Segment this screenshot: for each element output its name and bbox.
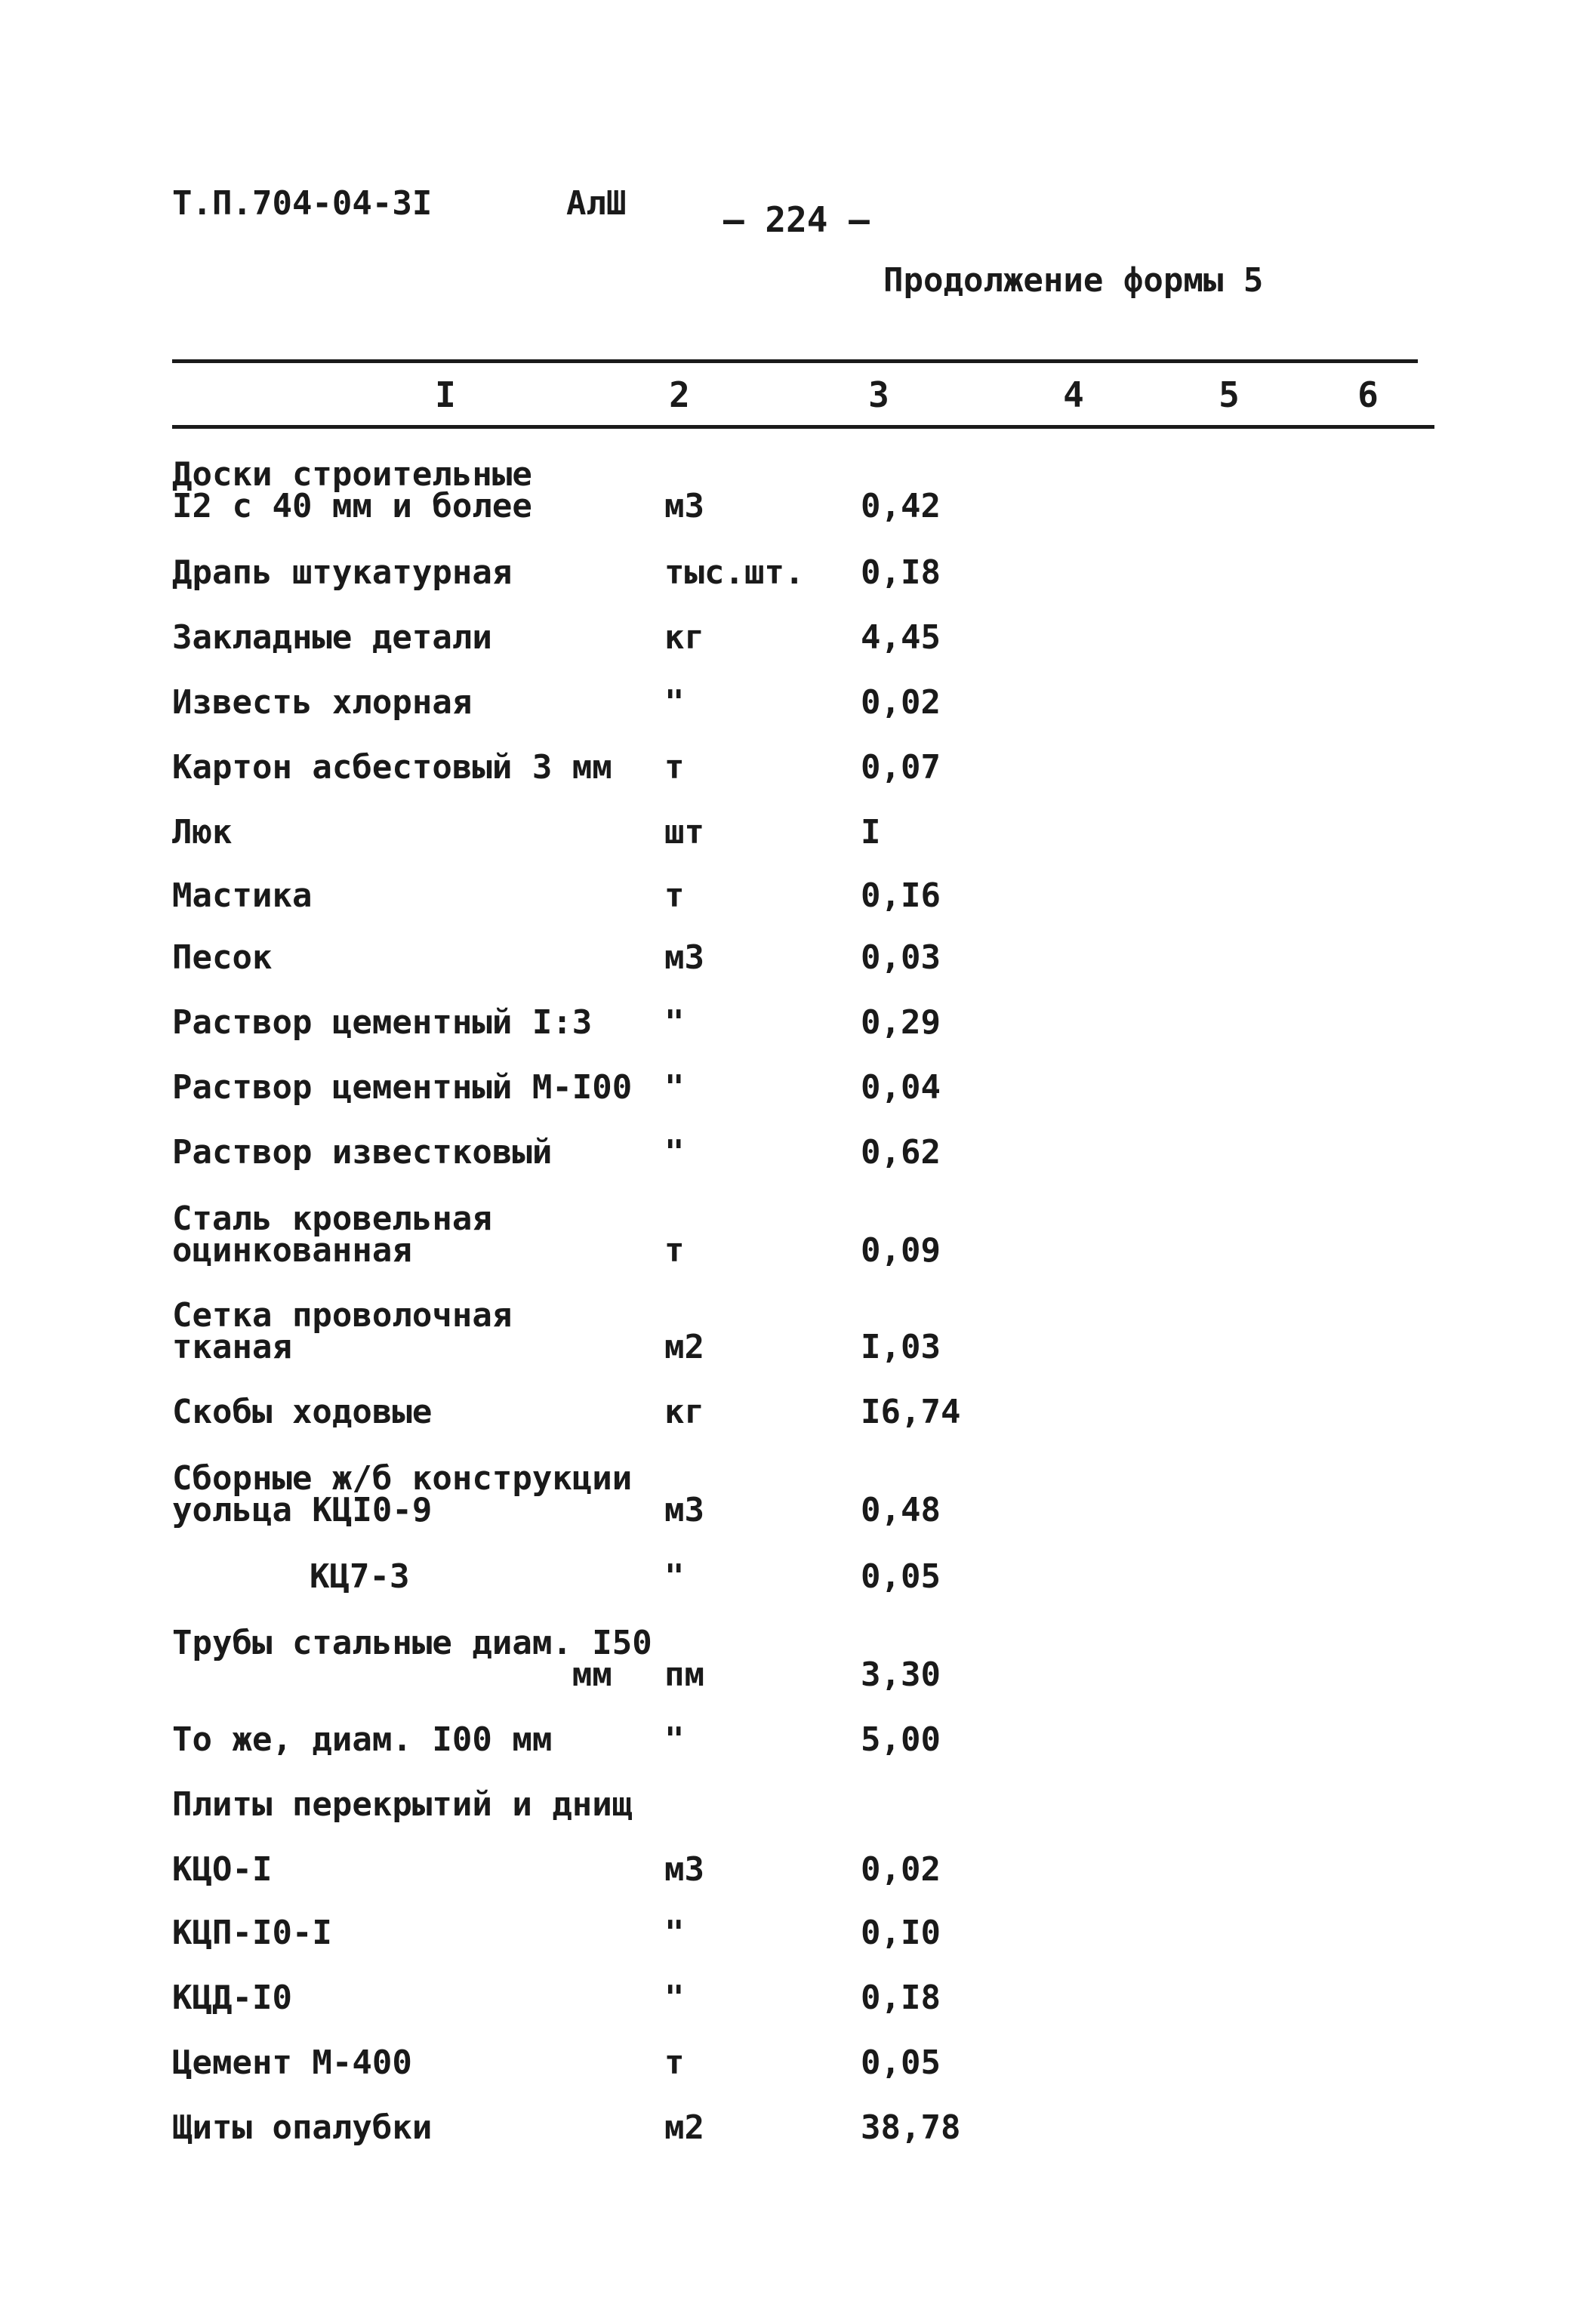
material-quantity: 4,45	[861, 618, 941, 657]
material-name: Цемент М-400	[172, 2043, 412, 2082]
album-label: АлШ	[566, 184, 627, 223]
material-unit: кг	[664, 1393, 704, 1431]
form-continuation-label: Продолжение формы 5	[883, 261, 1264, 300]
material-unit: т	[664, 2043, 685, 2082]
material-quantity: 0,02	[861, 683, 941, 722]
material-name: Мастика	[172, 876, 313, 915]
material-name: То же, диам. I00 мм	[172, 1720, 553, 1759]
material-quantity: 0,42	[861, 487, 941, 525]
material-unit: т	[664, 748, 685, 787]
material-unit: м3	[664, 487, 704, 525]
material-quantity: 3,30	[861, 1655, 941, 1694]
material-quantity: 0,03	[861, 938, 941, 977]
material-name: КЦ7-3	[310, 1557, 410, 1596]
material-quantity: 0,29	[861, 1003, 941, 1042]
material-unit: "	[664, 1914, 685, 1952]
column-header-4: 4	[1063, 374, 1084, 415]
material-quantity: 0,07	[861, 748, 941, 787]
material-quantity: 0,05	[861, 2043, 941, 2082]
column-header-1: I	[435, 374, 456, 415]
material-name: Сборные ж/б конструкции уольца КЦI0-9	[172, 1459, 633, 1529]
material-name: Сталь кровельная оцинкованная	[172, 1200, 492, 1270]
material-unit: м2	[664, 1328, 704, 1366]
material-quantity: 0,I8	[861, 553, 941, 592]
material-unit: "	[664, 1003, 685, 1042]
material-name: Плиты перекрытий и днищ	[172, 1785, 633, 1824]
page-number: — 224 —	[723, 199, 870, 240]
material-name: Раствор известковый	[172, 1133, 553, 1172]
material-quantity: 0,I6	[861, 876, 941, 915]
material-unit: пм	[664, 1655, 704, 1694]
material-name: Известь хлорная	[172, 683, 473, 722]
material-quantity: 0,09	[861, 1231, 941, 1270]
material-quantity: 0,04	[861, 1068, 941, 1107]
material-unit: м3	[664, 1850, 704, 1889]
material-quantity: I	[861, 813, 881, 852]
material-unit: "	[664, 1979, 685, 2017]
material-quantity: I,03	[861, 1328, 941, 1366]
document-code: Т.П.704-04-3I	[172, 184, 433, 223]
material-unit: "	[664, 1068, 685, 1107]
material-unit: кг	[664, 618, 704, 657]
material-unit: тыс.шт.	[664, 553, 805, 592]
material-unit: шт	[664, 813, 704, 852]
material-unit: м3	[664, 1491, 704, 1529]
material-unit: "	[664, 1557, 685, 1596]
material-unit: т	[664, 1231, 685, 1270]
material-name: Драпь штукатурная	[172, 553, 513, 592]
material-name: Люк	[172, 813, 233, 852]
material-quantity: 0,05	[861, 1557, 941, 1596]
material-quantity: 0,I0	[861, 1914, 941, 1952]
column-header-3: 3	[868, 374, 889, 415]
material-quantity: 0,02	[861, 1850, 941, 1889]
material-name: Сетка проволочная тканая	[172, 1296, 513, 1366]
material-name: Раствор цементный I:3	[172, 1003, 593, 1042]
material-quantity: 0,62	[861, 1133, 941, 1172]
material-name: Песок	[172, 938, 273, 977]
material-name: Скобы ходовые	[172, 1393, 433, 1431]
material-quantity: 5,00	[861, 1720, 941, 1759]
material-quantity: I6,74	[861, 1393, 961, 1431]
material-unit: м2	[664, 2108, 704, 2147]
material-quantity: 38,78	[861, 2108, 961, 2147]
material-name: Закладные детали	[172, 618, 492, 657]
material-name: Раствор цементный М-I00	[172, 1068, 633, 1107]
material-unit: т	[664, 876, 685, 915]
material-unit: "	[664, 1720, 685, 1759]
material-name: КЦД-I0	[172, 1979, 292, 2017]
material-name: Трубы стальные диам. I50 мм	[172, 1624, 652, 1694]
material-unit: "	[664, 683, 685, 722]
column-header-2: 2	[669, 374, 690, 415]
material-quantity: 0,48	[861, 1491, 941, 1529]
material-name: КЦП-I0-I	[172, 1914, 332, 1952]
column-header-6: 6	[1357, 374, 1379, 415]
column-header-5: 5	[1219, 374, 1240, 415]
material-name: Доски строительные I2 с 40 мм и более	[172, 455, 532, 525]
material-name: КЦО-I	[172, 1850, 273, 1889]
material-unit: м3	[664, 938, 704, 977]
material-quantity: 0,I8	[861, 1979, 941, 2017]
material-unit: "	[664, 1133, 685, 1172]
material-name: Картон асбестовый 3 мм	[172, 748, 612, 787]
material-name: Щиты опалубки	[172, 2108, 433, 2147]
